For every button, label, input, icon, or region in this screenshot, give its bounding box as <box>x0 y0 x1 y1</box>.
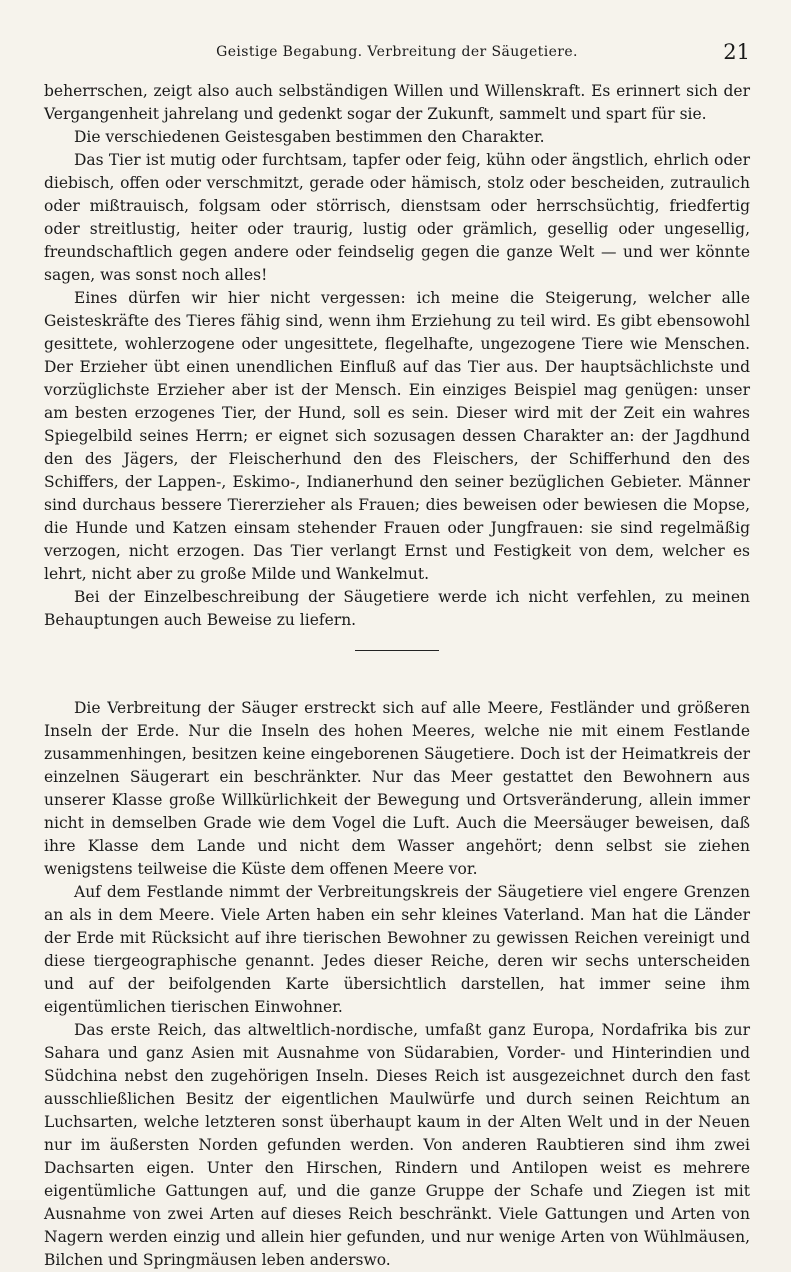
page-number: 21 <box>723 40 750 64</box>
paragraph: Auf dem Festlande nimmt der Verbreitungskreis der Säugetiere viel engere Grenzen an als in dem Meere. Viele Arten haben ein sehr kleines Vaterland. Man hat die Länder der Erde mit Rücksicht auf ihre tierischen Bewohner zu gewissen Reichen vereinigt und diese tiergeographische genannt. Jedes dieser Reiche, deren wir sechs unterscheiden und auf der beifolgenden Karte übersichtlich darstellen, hat immer seine ihm eigentümlichen tierischen Einwohner. <box>44 883 750 1016</box>
paragraph: Das Tier ist mutig oder furchtsam, tapfer oder feig, kühn oder ängstlich, ehrlich oder diebisch, offen oder verschmitzt, gerade oder hämisch, stolz oder bescheiden, zutraulich oder mißtrauisch, folgsam oder störrisch, dienstsam oder herrschsüchtig, friedfertig oder streitlustig, heiter oder traurig, lustig oder grämlich, gesellig oder ungesellig, freundschaftlich gegen andere oder feindselig gegen die ganze Welt — und wer könnte sagen, was sonst noch alles! <box>44 151 750 284</box>
running-title: Geistige Begabung. Verbreitung der Säugetiere. <box>216 44 578 60</box>
paragraph: Bei der Einzelbeschreibung der Säugetiere werde ich nicht verfehlen, zu meinen Behauptungen auch Beweise zu liefern. <box>44 588 750 629</box>
paragraph: Das erste Reich, das altweltlich-nordische, umfaßt ganz Europa, Nordafrika bis zur Sahara und ganz Asien mit Ausnahme von Südarabien, Vorder- und Hinterindien und Südchina nebst den zugehörigen Inseln. Dieses Reich ist ausgezeichnet durch den fast ausschließlichen Besitz der eigentlichen Maulwürfe und durch seinen Reichtum an Luchsarten, welche letzteren sonst überhaupt kaum in der Alten Welt und in der Neuen nur im äußersten Norden gefunden werden. Von anderen Raubtieren sind ihm zwei Dachsarten eigen. Unter den Hirschen, Rindern und Antilopen weist es mehrere eigentümliche Gattungen auf, und die ganze Gruppe der Schafe und Ziegen ist mit Ausnahme von zwei Arten auf dieses Reich beschränkt. Viele Gattungen und Arten von Nagern werden einzig und allein hier gefunden, und nur wenige Arten von Wühlmäusen, Bilchen und Springmäusen leben anderswo. <box>44 1021 750 1269</box>
paragraph: Eines dürfen wir hier nicht vergessen: ich meine die Steigerung, welcher alle Geisteskräfte des Tieres fähig sind, wenn ihm Erziehung zu teil wird. Es gibt ebensowohl gesittete, wohlerzogene oder ungesittete, flegelhafte, ungezogene Tiere wie Menschen. Der Erzieher übt einen unendlichen Einfluß auf das Tier aus. Der hauptsächlichste und vorzüglichste Erzieher aber ist der Mensch. Ein einziges Beispiel mag genügen: unser am besten erzogenes Tier, der Hund, soll es sein. Dieser wird mit der Zeit ein wahres Spiegelbild seines Herrn; er eignet sich sozusagen dessen Charakter an: der Jagdhund den des Jägers, der Fleischerhund den des Fleischers, der Schifferhund den des Schiffers, der Lappen-, Eskimo-, Indianerhund den seiner bezüglichen Gebieter. Männer sind durchaus bessere Tiererzieher als Frauen; dies beweisen oder bewiesen die Mopse, die Hunde und Katzen einsam stehender Frauen oder Jungfrauen: sie sind regelmäßig verzogen, nicht erzogen. Das Tier verlangt Ernst und Festigkeit von dem, welcher es lehrt, nicht aber zu große Milde und Wankelmut. <box>44 289 750 583</box>
page-body <box>44 80 750 1272</box>
page-header <box>44 40 750 70</box>
paragraph: Die verschiedenen Geistesgaben bestimmen den Charakter. <box>74 128 545 146</box>
section-gap <box>44 651 750 697</box>
paragraph: beherrschen, zeigt also auch selbständigen Willen und Willenskraft. Es erinnert sich der Vergangenheit jahrelang und gedenkt sogar der Zukunft, sammelt und spart für sie. <box>44 82 750 123</box>
paragraph: Die Verbreitung der Säuger erstreckt sich auf alle Meere, Festländer und größeren Inseln der Erde. Nur die Inseln des hohen Meeres, welche nie mit einem Festlande zusammenhingen, besitzen keine eingeborenen Säugetiere. Doch ist der Heimatkreis der einzelnen Säugerart ein beschränkter. Nur das Meer gestattet den Bewohnern aus unserer Klasse große Willkürlichkeit der Bewegung und Ortsveränderung, allein immer nicht in demselben Grade wie dem Vogel die Luft. Auch die Meersäuger beweisen, daß ihre Klasse dem Lande und nicht dem Wasser angehört; denn selbst sie ziehen wenigstens teilweise die Küste dem offenen Meere vor. <box>44 699 750 878</box>
